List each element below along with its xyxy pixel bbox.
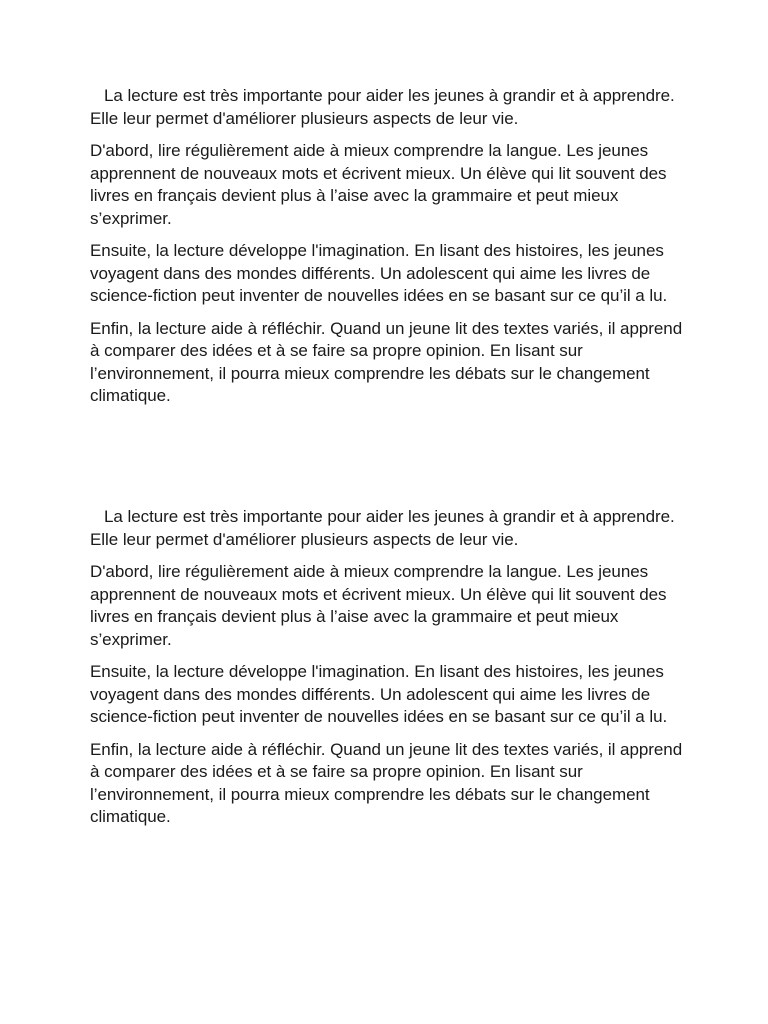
paragraph-intro: La lecture est très importante pour aider les jeunes à grandir et à apprendre. Elle leur permet d'améliorer plusieurs aspects de leur vie. — [90, 86, 680, 128]
paragraph-intro: La lecture est très importante pour aider les jeunes à grandir et à apprendre. Elle leur permet d'améliorer plusieurs aspects de leur vie. — [90, 507, 680, 549]
paragraph-language: D'abord, lire régulièrement aide à mieux comprendre la langue. Les jeunes apprennent de nouveaux mots et écrivent mieux. Un élève qui lit souvent des livres en français devient plus à l’aise avec la grammaire et peut mieux s’exprimer. — [90, 562, 672, 649]
text-section-1 — [90, 85, 690, 418]
paragraph-language: D'abord, lire régulièrement aide à mieux comprendre la langue. Les jeunes apprennent de nouveaux mots et écrivent mieux. Un élève qui lit souvent des livres en français devient plus à l’aise avec la grammaire et peut mieux s’exprimer. — [90, 141, 672, 228]
paragraph-imagination: Ensuite, la lecture développe l'imagination. En lisant des histoires, les jeunes voyagent dans des mondes différents. Un adolescent qui aime les livres de science-fiction peut inventer de nouvelles idées en se basant sur ce qu’il a lu. — [90, 662, 669, 726]
paragraph-reflection: Enfin, la lecture aide à réfléchir. Quand un jeune lit des textes variés, il apprend à comparer des idées et à se faire sa propre opinion. En lisant sur l’environnement, il pourra mieux comprendre les débats sur le changement climatique. — [90, 318, 687, 405]
text-section-2 — [90, 506, 690, 839]
paragraph-reflection: Enfin, la lecture aide à réfléchir. Quand un jeune lit des textes variés, il apprend à comparer des idées et à se faire sa propre opinion. En lisant sur l’environnement, il pourra mieux comprendre les débats sur le changement climatique. — [90, 739, 687, 826]
paragraph-imagination: Ensuite, la lecture développe l'imagination. En lisant des histoires, les jeunes voyagent dans des mondes différents. Un adolescent qui aime les livres de science-fiction peut inventer de nouvelles idées en se basant sur ce qu’il a lu. — [90, 241, 669, 305]
